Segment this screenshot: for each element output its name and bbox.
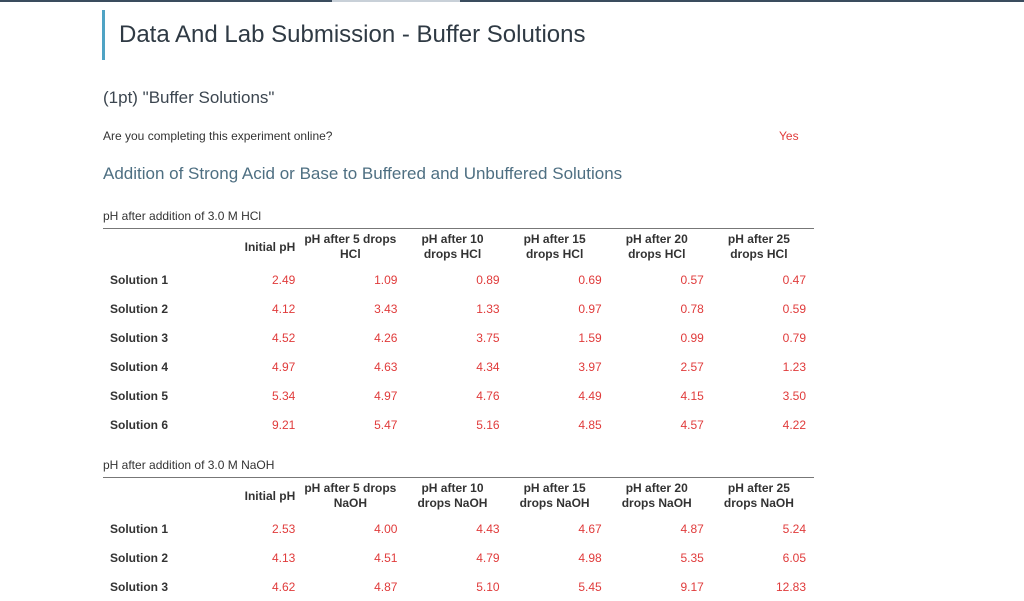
- table-row: [103, 514, 814, 543]
- ph-value-cell: 2.57: [680, 359, 704, 374]
- ph-value-cell: 0.99: [680, 330, 704, 345]
- header-10-drops: pH after 10 drops NaOH: [417, 481, 488, 510]
- row-label: Solution 5: [110, 388, 168, 403]
- ph-value-cell: 1.33: [476, 301, 500, 316]
- header-initial-ph: Initial pH: [244, 239, 296, 254]
- header-25-drops: pH after 25 drops NaOH: [723, 481, 794, 510]
- row-label: Solution 3: [110, 579, 168, 594]
- naoh-table: [103, 477, 814, 601]
- ph-value-cell: 3.75: [476, 330, 500, 345]
- header-20-drops: pH after 20 drops HCl: [625, 232, 688, 261]
- ph-value-cell: 0.47: [782, 272, 806, 287]
- ph-value-cell: 4.76: [476, 388, 500, 403]
- ph-value-cell: 4.43: [476, 521, 500, 536]
- ph-value-cell: 4.49: [578, 388, 602, 403]
- header-15-drops: pH after 15 drops HCl: [523, 232, 586, 261]
- header-15-drops: pH after 15 drops NaOH: [519, 481, 590, 510]
- ph-value-cell: 4.62: [271, 579, 296, 594]
- table-row: [103, 381, 814, 410]
- table-header-row: [103, 229, 814, 266]
- ph-value-cell: 3.43: [374, 301, 398, 316]
- online-question: Are you completing this experiment online?: [103, 129, 333, 143]
- header-blank: [103, 229, 215, 266]
- header-25-drops: pH after 25 drops HCl: [727, 232, 790, 261]
- row-label: Solution 1: [110, 521, 168, 536]
- ph-value-cell: 4.51: [374, 550, 398, 565]
- row-label: Solution 6: [110, 417, 168, 432]
- header-10-drops: pH after 10 drops HCl: [421, 232, 484, 261]
- table-row: [103, 543, 814, 572]
- page-title: Data And Lab Submission - Buffer Solutions: [119, 21, 586, 48]
- ph-value-cell: 1.59: [578, 330, 602, 345]
- ph-value-cell: 5.10: [476, 579, 500, 594]
- online-answer: Yes: [779, 129, 799, 143]
- header-5-drops: pH after 5 drops HCl: [304, 232, 397, 261]
- row-label: Solution 2: [110, 301, 168, 316]
- ph-value-cell: 1.23: [782, 359, 806, 374]
- title-block: [102, 10, 586, 60]
- top-bar-tab-indicator: [332, 0, 460, 2]
- ph-value-cell: 5.34: [271, 388, 296, 403]
- ph-value-cell: 4.87: [374, 579, 398, 594]
- ph-value-cell: 3.97: [578, 359, 602, 374]
- ph-value-cell: 4.15: [680, 388, 704, 403]
- ph-value-cell: 4.97: [374, 388, 398, 403]
- section-heading: (1pt) "Buffer Solutions": [103, 88, 275, 107]
- ph-value-cell: 0.57: [680, 272, 704, 287]
- naoh-table-caption: pH after addition of 3.0 M NaOH: [103, 458, 275, 472]
- ph-value-cell: 5.35: [680, 550, 704, 565]
- table-row: [103, 323, 814, 352]
- ph-value-cell: 0.69: [578, 272, 602, 287]
- ph-value-cell: 4.85: [578, 417, 602, 432]
- ph-value-cell: 3.50: [782, 388, 806, 403]
- row-label: Solution 2: [110, 550, 168, 565]
- ph-value-cell: 4.26: [374, 330, 398, 345]
- ph-value-cell: 12.83: [775, 579, 806, 594]
- header-5-drops: pH after 5 drops NaOH: [304, 481, 397, 510]
- row-label: Solution 1: [110, 272, 168, 287]
- table-row: [103, 352, 814, 381]
- ph-value-cell: 5.45: [578, 579, 602, 594]
- ph-value-cell: 5.47: [374, 417, 398, 432]
- ph-value-cell: 4.97: [271, 359, 296, 374]
- ph-value-cell: 4.34: [476, 359, 500, 374]
- ph-value-cell: 5.24: [782, 521, 806, 536]
- table-header-row: [103, 478, 814, 515]
- ph-value-cell: 0.78: [680, 301, 704, 316]
- subsection-heading: Addition of Strong Acid or Base to Buffered and Unbuffered Solutions: [103, 164, 623, 183]
- ph-value-cell: 9.21: [271, 417, 296, 432]
- ph-value-cell: 9.17: [680, 579, 704, 594]
- header-blank: [103, 478, 215, 515]
- ph-value-cell: 4.52: [271, 330, 296, 345]
- ph-value-cell: 0.59: [782, 301, 806, 316]
- table-row: [103, 572, 814, 601]
- row-label: Solution 3: [110, 330, 168, 345]
- row-label: Solution 4: [110, 359, 168, 374]
- ph-value-cell: 4.00: [374, 521, 398, 536]
- ph-value-cell: 4.12: [271, 301, 296, 316]
- ph-value-cell: 1.09: [374, 272, 398, 287]
- hcl-table-caption: pH after addition of 3.0 M HCl: [103, 209, 262, 223]
- top-bar: [0, 0, 1024, 2]
- ph-value-cell: 0.79: [782, 330, 806, 345]
- ph-value-cell: 2.49: [271, 272, 296, 287]
- hcl-table: [103, 228, 814, 439]
- ph-value-cell: 4.87: [680, 521, 704, 536]
- table-row: [103, 265, 814, 294]
- ph-value-cell: 4.57: [680, 417, 704, 432]
- ph-value-cell: 4.67: [578, 521, 602, 536]
- header-20-drops: pH after 20 drops NaOH: [621, 481, 692, 510]
- header-initial-ph: Initial pH: [244, 488, 296, 503]
- ph-value-cell: 5.16: [476, 417, 500, 432]
- ph-value-cell: 4.98: [578, 550, 602, 565]
- ph-value-cell: 0.89: [476, 272, 500, 287]
- table-row: [103, 294, 814, 323]
- ph-value-cell: 4.63: [374, 359, 398, 374]
- table-row: [103, 410, 814, 439]
- ph-value-cell: 2.53: [271, 521, 296, 536]
- ph-value-cell: 0.97: [578, 301, 602, 316]
- ph-value-cell: 4.79: [476, 550, 500, 565]
- ph-value-cell: 6.05: [782, 550, 806, 565]
- ph-value-cell: 4.13: [271, 550, 296, 565]
- ph-value-cell: 4.22: [782, 417, 806, 432]
